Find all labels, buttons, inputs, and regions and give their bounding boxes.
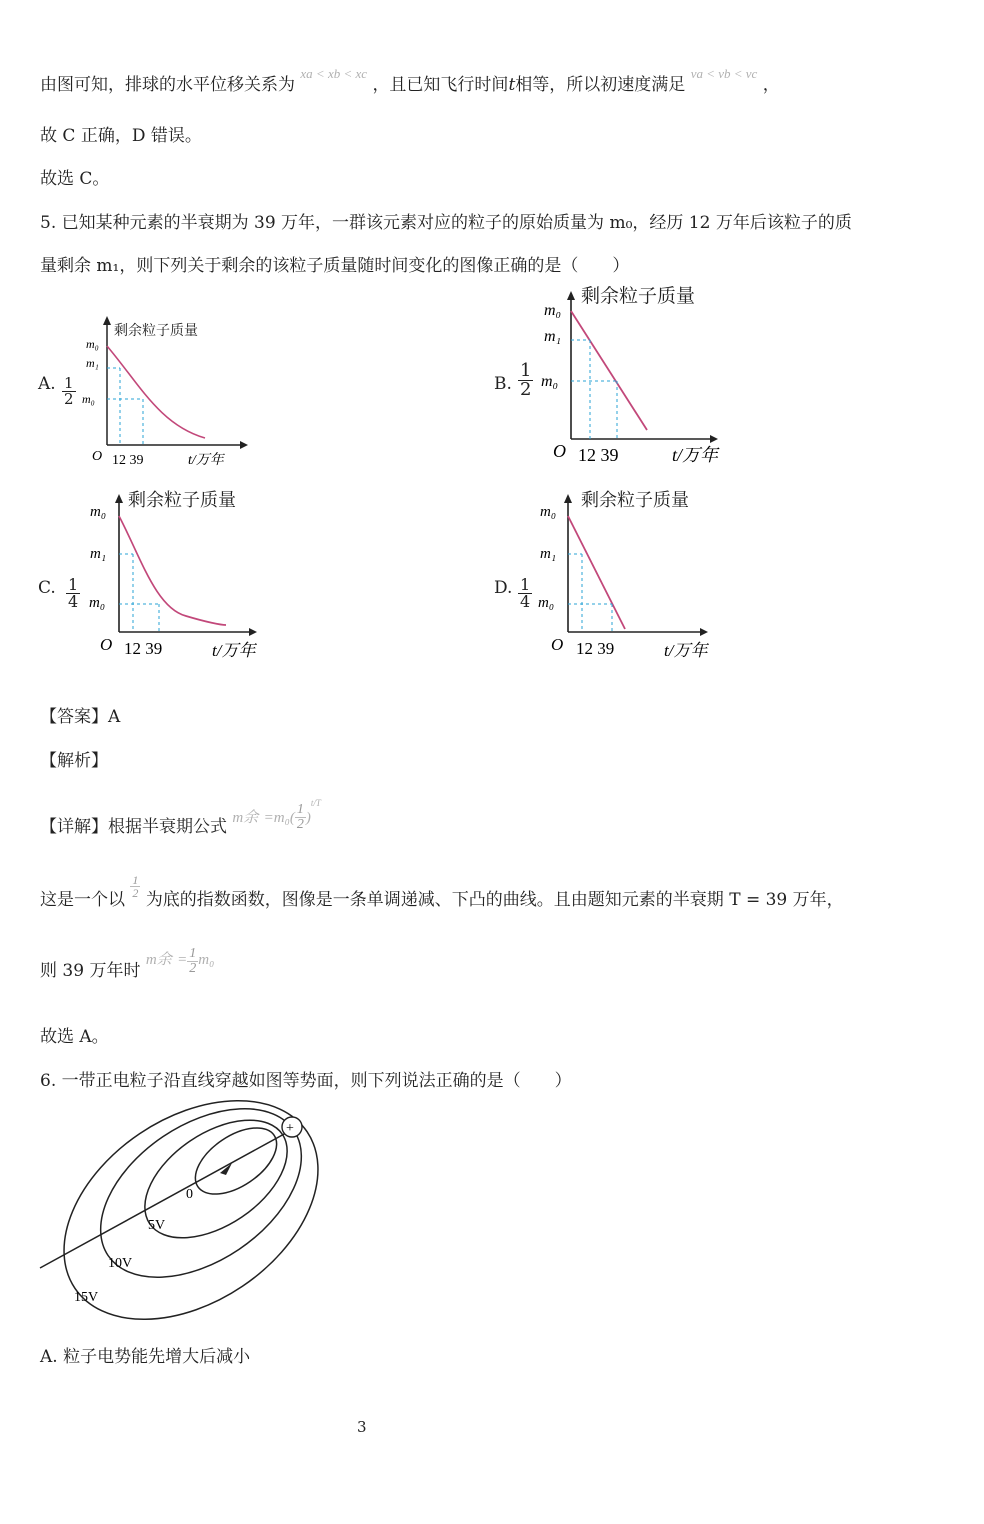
fraction: $\frac{1}{2}$ — [64, 374, 74, 408]
m0-label: m₀ — [90, 504, 107, 520]
decay-curve — [107, 346, 205, 438]
prev-line-1: 由图可知，排球的水平位移关系为 $^{xa < xb < xc}$ ，且已知飞行时间t相等，所以初速度满足 $^{va < vb < vc}$ ， — [40, 66, 780, 95]
frac-m-label: m₀ — [89, 595, 106, 611]
tick-labels: 12 39 — [576, 639, 615, 658]
formula-frac: $\frac{1}{2}$ — [296, 802, 304, 832]
option-label: C. — [38, 578, 56, 598]
graph-c — [86, 488, 276, 668]
y-axis-title: 剩余粒子质量 — [128, 490, 236, 511]
label-10v: 10V — [108, 1256, 133, 1271]
result-line: 则 39 万年时 m余 = $\frac{1}{2}$ m₀ — [40, 946, 215, 981]
graph-b — [538, 285, 738, 475]
page-number: 3 — [357, 1418, 367, 1436]
tick-labels: 12 39 — [124, 639, 163, 658]
label-5v: 5V — [148, 1218, 166, 1233]
decay-curve — [119, 516, 226, 625]
y-axis-title: 剩余粒子质量 — [581, 285, 696, 307]
origin-label: O — [92, 449, 103, 464]
equipotential-diagram — [36, 1095, 326, 1325]
answer: 【答案】A — [40, 707, 121, 727]
x-axis-label: t/万年 — [188, 453, 224, 468]
y-axis-title: 剩余粒子质量 — [581, 490, 689, 511]
y-axis-title: 剩余粒子质量 — [114, 323, 198, 339]
origin-label: O — [100, 635, 113, 654]
half-fraction: $\frac{1}{2}$ — [132, 873, 139, 900]
q6-stem: 6. 一带正电粒子沿直线穿越如图等势面，则下列说法正确的是（ ） — [40, 1071, 572, 1091]
detail-line: 【详解】根据半衰期公式 m余 =m₀( $\frac{1}{2}$ )$^{t/T}$ — [40, 798, 321, 837]
x-axis-label: t/万年 — [672, 445, 719, 465]
m1-label: m₁ — [544, 328, 562, 345]
label-15v: 15V — [74, 1290, 99, 1305]
m0-label: m₀ — [86, 337, 99, 351]
decay-line — [571, 311, 647, 430]
contour-5v — [124, 1096, 308, 1262]
q5-stem-1: 5. 已知某种元素的半衰期为 39 万年，一群该元素对应的粒子的原始质量为 m₀，经历 12 万年后该粒子的质 — [40, 213, 852, 233]
formula-exponent: t/T — [310, 798, 321, 808]
explain-line: 这是一个以 $\frac{1}{2}$ 为底的指数函数，图像是一条单调递减、下凸的曲线。且由题知元素的半衰期 T = 39 万年， — [40, 873, 844, 910]
frac-m-label: m₀ — [538, 595, 555, 611]
origin-label: O — [551, 635, 564, 654]
tick-labels: 12 39 — [112, 453, 144, 468]
q6-option-a: A. 粒子电势能先增大后减小 — [40, 1347, 251, 1367]
fraction: $\frac{1}{4}$ — [68, 575, 79, 611]
m1-label: m₁ — [86, 356, 99, 370]
analysis-heading: 【解析】 — [40, 751, 108, 771]
option-label: D. — [494, 578, 513, 598]
tick-labels: 12 39 — [578, 445, 619, 465]
choose-line: 故选 A。 — [40, 1027, 109, 1047]
m1-label: m₁ — [540, 546, 557, 562]
formula-rhs: =m₀( — [263, 810, 295, 826]
m0-label: m₀ — [544, 302, 562, 319]
label-0v: 0 — [186, 1187, 193, 1202]
charge-label: + — [286, 1121, 294, 1136]
formula-x: xa < xb < xc — [300, 66, 368, 81]
option-label: B. — [494, 374, 512, 394]
decay-line — [568, 516, 625, 629]
prev-line-3: 故选 C。 — [40, 169, 110, 189]
formula-lhs: m余 — [232, 810, 259, 826]
x-axis-label: t/万年 — [212, 641, 256, 660]
x-axis-label: t/万年 — [664, 641, 708, 660]
q5-stem-2: 量剩余 m₁，则下列关于剩余的该粒子质量随时间变化的图像正确的是（ ） — [40, 256, 630, 276]
graph-d — [536, 488, 736, 668]
formula-v: va < vb < vc — [690, 66, 758, 81]
fraction: $\frac{1}{4}$ — [520, 575, 531, 611]
frac-m-label: m₀ — [541, 373, 559, 390]
m0-label: m₀ — [540, 504, 557, 520]
origin-label: O — [553, 441, 566, 461]
fraction: $\frac{1}{2}$ — [520, 360, 532, 400]
option-label: A. — [38, 374, 56, 394]
frac-m-label: m₀ — [82, 392, 95, 406]
m1-label: m₁ — [90, 546, 107, 562]
prev-line-2: 故 C 正确，D 错误。 — [40, 126, 202, 146]
